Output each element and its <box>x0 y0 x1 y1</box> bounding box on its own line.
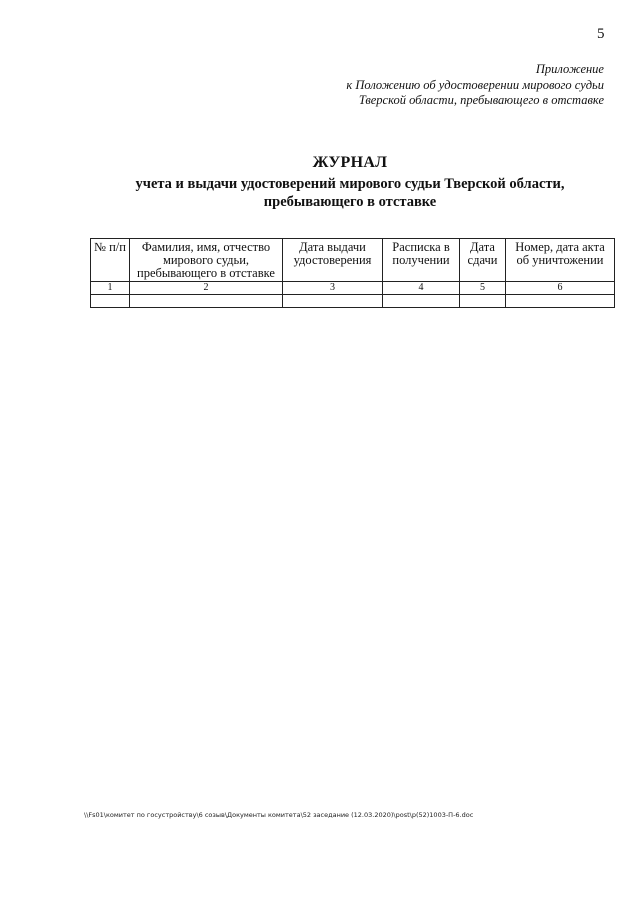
column-number: 3 <box>283 282 383 295</box>
empty-cell <box>460 295 506 308</box>
column-number: 1 <box>91 282 130 295</box>
title-main: ЖУРНАЛ <box>312 154 388 171</box>
column-number: 4 <box>383 282 460 295</box>
header-cell: Дата сдачи <box>460 239 506 282</box>
header-cell: Расписка в получении <box>383 239 460 282</box>
document-title <box>60 154 640 211</box>
header-cell: № п/п <box>91 239 130 282</box>
journal-table <box>90 238 615 308</box>
header-cell: Номер, дата акта об уничтожении <box>506 239 615 282</box>
column-number-row <box>91 282 615 295</box>
empty-cell <box>130 295 283 308</box>
header-cell: Фамилия, имя, отчество мирового судьи, пребывающего в отставке <box>130 239 283 282</box>
empty-cell <box>383 295 460 308</box>
appendix-line-3: Тверской области, пребывающего в отставке <box>358 93 604 107</box>
appendix-note <box>284 62 604 109</box>
empty-cell <box>506 295 615 308</box>
column-number: 5 <box>460 282 506 295</box>
file-path-footer: \\Fs01\комитет по госустройству\6 созыв\Документы комитета\52 заседание (12.03.2020)\post\p(52)1003-П-6.doc <box>84 811 474 819</box>
appendix-line-1: Приложение <box>535 62 604 76</box>
appendix-line-2: к Положению об удостоверении мирового судьи <box>346 77 604 92</box>
header-row <box>91 239 615 282</box>
empty-cell <box>283 295 383 308</box>
page-number: 5 <box>597 26 605 42</box>
title-line-2: пребывающего в отставке <box>263 194 437 210</box>
column-number: 2 <box>130 282 283 295</box>
column-number: 6 <box>506 282 615 295</box>
empty-cell <box>91 295 130 308</box>
title-line-1: учета и выдачи удостоверений мирового судьи Тверской области, <box>135 176 565 192</box>
empty-row <box>91 295 615 308</box>
header-cell: Дата выдачи удостоверения <box>283 239 383 282</box>
